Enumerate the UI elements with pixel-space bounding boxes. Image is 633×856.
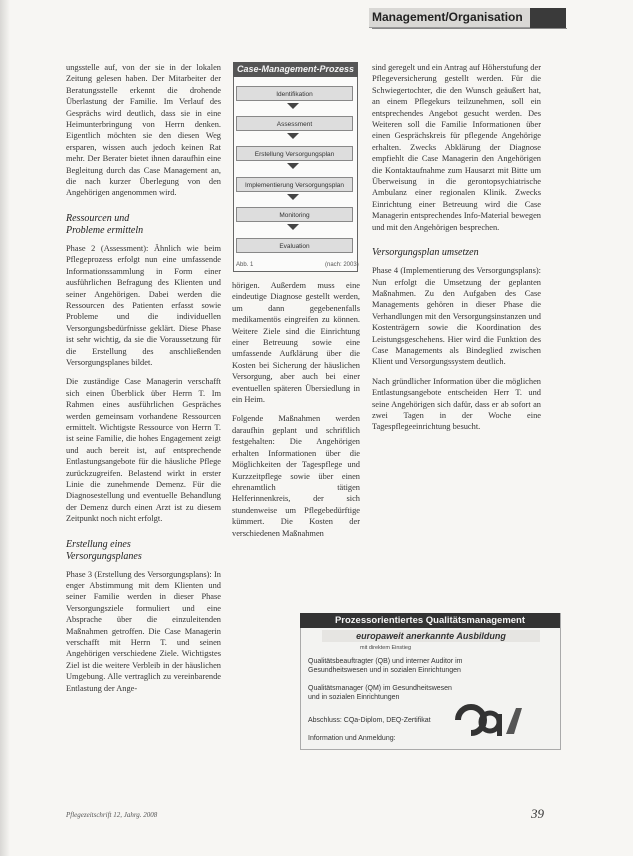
diagram-step-evaluation: Evaluation — [236, 238, 353, 253]
ad-contact-heading: Information und Anmeldung: — [308, 735, 396, 742]
down-arrow-icon — [287, 194, 299, 200]
section-heading-ressourcen-line2: Probleme ermitteln — [66, 224, 144, 236]
down-arrow-icon — [287, 103, 299, 109]
section-heading-umsetzen: Versorgungsplan umsetzen — [372, 247, 479, 259]
down-arrow-icon — [287, 224, 299, 230]
diagram-step-erstellung: Erstellung Versorgungsplan — [236, 146, 353, 161]
ad-line-1: Qualitätsbeauftragter (QB) und interner Auditor im — [308, 658, 463, 665]
diagram-caption-left: Abb. 1 — [236, 262, 254, 268]
page-number: 39 — [531, 806, 544, 821]
section-heading-versorgungsplan-line2: Versorgungsplanes — [66, 550, 142, 562]
left-paragraph-3: Die zuständige Case Managerin verschafft sich einen Überblick über Herrn T. Im Rahmen eines ausführlichen Gespräches werden gemeinsam vorhandene Ressourcen ermittelt. Wichtigste Ressource von Herrn T. ist seine Familie, die hohes Engagement zeigt und auch bereit ist, auf entsprechende Entlastungsangebote für die häusliche Pflege zurückzugreifen. Belastend wirkt in erster Linie die zunehmende Demenz. Für die Diagnosestellung und eventuelle Behandlung der Demenz durch einen Arzt ist zu diesem Zeitpunkt noch nicht erfolgt. — [66, 377, 221, 524]
ad-small-line: mit direktem Einstieg — [360, 645, 412, 651]
diagram-step-implementierung: Implementierung Versorgungsplan — [236, 177, 353, 192]
diagram-step-identifikation: Identifikation — [236, 86, 353, 101]
section-heading-versorgungsplan — [66, 539, 221, 563]
middle-paragraph-1: hörigen. Außerdem muss eine eindeutige Diagnose gestellt werden, um dann gegebenenfalls medikamentös eingreifen zu können. Weitere Ziele sind die Einrichtung einer Betreuung sowie eine umfassende Aufklärung über die Kosten bei Sicherung der häuslichen Versorgung, aber auch bei einer eventuellen späteren Übersiedlung in ein Heim. — [232, 281, 360, 405]
diagram-caption-right: (nach: 2003) — [325, 262, 359, 268]
ad-subtitle: europaweit anerkannte Ausbildung — [322, 630, 540, 642]
section-header-title: Management/Organisation — [372, 10, 523, 24]
right-paragraph-3: Nach gründlicher Information über die möglichen Entlastungsangebote entscheiden Herr T. und seine Angehörigen sich dafür, dass er ab sofort an zwei Tagen in der Woche eine Tagespflegeeinrichtung besucht. — [372, 376, 541, 432]
header-rule — [372, 28, 567, 29]
middle-column — [232, 280, 360, 547]
right-paragraph-1: sind geregelt und ein Antrag auf Höherstufung der Pflegeversicherung gestellt werden. Für die Schwiegertochter, die den Wunsch geäußert hat, an einem Pflegekurs teilzunehmen, soll ein entsprechendes Angebot gesucht werden. Des Weiteren soll die Familie Informationen über einen Gesprächskreis für pflegende Angehörige erhalten. Zwecks Abklärung der Diagnose empfiehlt die Case Managerin den Angehörigen die Kontaktaufnahme zum Hausarzt mit Bitte um Überweisung in die gerontopsychiatrische Ambulanz einer regionalen Klinik. Zwecks Einrichtung einer Betreuung wird die Case Managerin entsprechendes Info-Material bewegen und mit den Angehörigen besprechen. — [372, 63, 541, 232]
right-column — [372, 62, 541, 441]
diagram-step-assessment: Assessment — [236, 116, 353, 131]
middle-paragraph-2: Folgende Maßnahmen werden daraufhin geplant und schriftlich festgehalten: Die Angehörigen erhalten Informationen über die Möglichkeiten der Tagespflege und Kurzzeitpflege sowie über einen ehrenamtlich tätigen Helferinnenkreis, der sich stundenweise um Pflegebedürftige kümmert. Die Kosten der verschiedenen Maßnahmen — [232, 414, 360, 538]
ad-line-3: Qualitätsmanager (QM) im Gesundheitswesen — [308, 685, 452, 692]
ad-line-4: und in sozialen Einrichtungen — [308, 694, 400, 701]
diagram-title: Case-Management-Prozess — [233, 62, 358, 77]
header-tab-marker — [530, 8, 566, 28]
down-arrow-icon — [287, 163, 299, 169]
cqa-logo-icon — [452, 700, 524, 740]
ad-line-2: Gesundheitswesen und in sozialen Einrichtungen — [308, 667, 461, 674]
page-edge-shadow — [0, 0, 10, 856]
down-arrow-icon — [287, 133, 299, 139]
ad-banner: Prozessorientiertes Qualitätsmanagement — [300, 613, 560, 628]
diagram-step-monitoring: Monitoring — [236, 207, 353, 222]
section-heading-versorgungsplan-line1: Erstellung eines — [66, 538, 131, 550]
section-heading-ressourcen-line1: Ressourcen und — [66, 212, 130, 224]
right-paragraph-2: Phase 4 (Implementierung des Versorgungsplans): Nun erfolgt die Umsetzung der geplanten Maßnahmen. Zu den Aufgaben des Case Managements gehören in dieser Phase die Verhandlungen mit den Versorgungsinstanzen und Kostenträgern sowie die Koordination des Leistungsgeschehens. Hier wird die Funktion des Case Managements als Bindeglied zwischen Klient und Versorgungssystem deutlich. — [372, 266, 541, 367]
left-paragraph-2: Phase 2 (Assessment): Ähnlich wie beim Pflegeprozess erfolgt nun eine umfassende Informationssammlung in Form einer ausführlichen Befragung des Klienten und seiner Angehörigen. Dabei werden die Ressourcen des Patienten erfasst sowie Probleme und die individuellen Versorgungsbedürfnisse geklärt. Diese Phase ist sehr wichtig, da sie die Voraussetzung für die Erstellung des anschließenden Versorgungsplanes bildet. — [66, 243, 221, 367]
footer-journal: Pflegezeitschrift 12, Jahrg. 2008 — [66, 811, 158, 819]
section-heading-ressourcen — [66, 213, 221, 237]
left-paragraph-4: Phase 3 (Erstellung des Versorgungsplans): In enger Abstimmung mit dem Klienten und seiner Familie werden in dieser Phase Versorgungsziele formuliert und eine Absprache über die einzuleitenden Maßnahmen getroffen. Die Case Managerin verschafft mit Herrn T. und seinen Angehörigen verschiedene Ziele. Wichtigstes Ziel ist die weitere Verbleib in der häuslichen Umgebung. Alle vertraglich zu vereinbarende Entlastung der Ange- — [66, 569, 221, 693]
left-paragraph-1: ungsstelle auf, von der sie in der lokalen Zeitung gelesen haben. Der Mitarbeiter der Beratungsstelle erkennt die drohende Überlastung der Familie. Im Verlauf des Gesprächs wird deutlich, dass sie in eine Heimunterbringung von Herrn denken. Eigentlich möchten sie den diesen Weg ersparen, wissen auch jedoch keinen Rat mehr. Der Berater bietet ihnen daraufhin eine Begleitung durch das Case Management an, die nach kurzer Überlegung von den Angehörigen angenommen wird. — [66, 63, 221, 198]
ad-line-5: Abschluss: CQa-Diplom, DEQ-Zertifikat — [308, 717, 431, 724]
left-column — [66, 62, 221, 702]
